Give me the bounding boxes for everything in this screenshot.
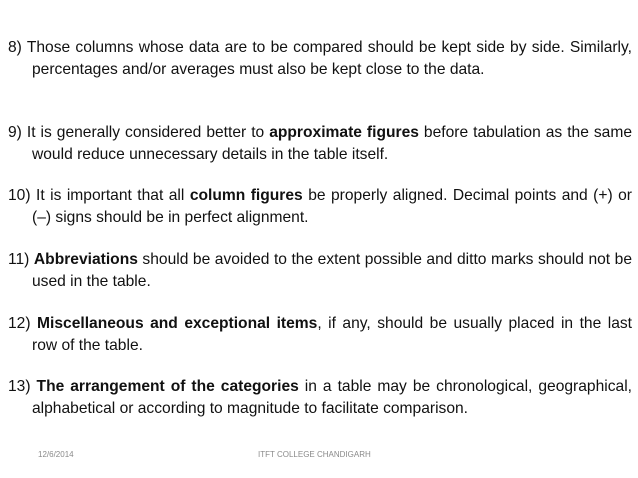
item-emphasis: Miscellaneous and exceptional items [37,315,318,332]
item-emphasis: approximate figures [269,124,419,141]
item-number: 8) [8,39,22,56]
item-text: be properly aligned. Decimal points and (+) or (–) signs should be in perfect alignment. [32,187,632,226]
item-number: 13) [8,378,31,395]
item-number: 12) [8,315,31,332]
footer-date: 12/6/2014 [38,450,74,459]
item-text: should be avoided to the extent possible and ditto marks should not be used in the table. [32,251,632,290]
item-text: , if any, should be usually placed in the last row of the table. [32,315,632,354]
list-item-12 [8,313,632,356]
footer-organization: ITFT COLLEGE CHANDIGARH [258,450,371,459]
item-emphasis: column figures [189,187,303,204]
item-number: 9) [8,124,22,141]
list-item-8 [8,37,632,80]
list-item-13 [8,376,632,419]
item-number: 11) [8,251,30,268]
item-text: before tabulation as the same would reduce unnecessary details in the table itself. [32,124,633,163]
item-text: It is generally considered better to [21,124,270,141]
item-number: 10) [8,187,31,204]
item-text: It is important that all [30,187,190,204]
item-emphasis: The arrangement of the categories [36,378,299,395]
list-item-9 [8,122,632,165]
item-emphasis: Abbreviations [33,251,138,268]
list-item-10 [8,185,632,228]
item-text: Those columns whose data are to be compared should be kept side by side. Similarly, percentages and/or averages must also be kept close to the data. [21,39,632,78]
list-item-11 [8,249,632,292]
item-text: in a table may be chronological, geographical, alphabetical or according to magnitude to facilitate comparison. [32,378,632,417]
